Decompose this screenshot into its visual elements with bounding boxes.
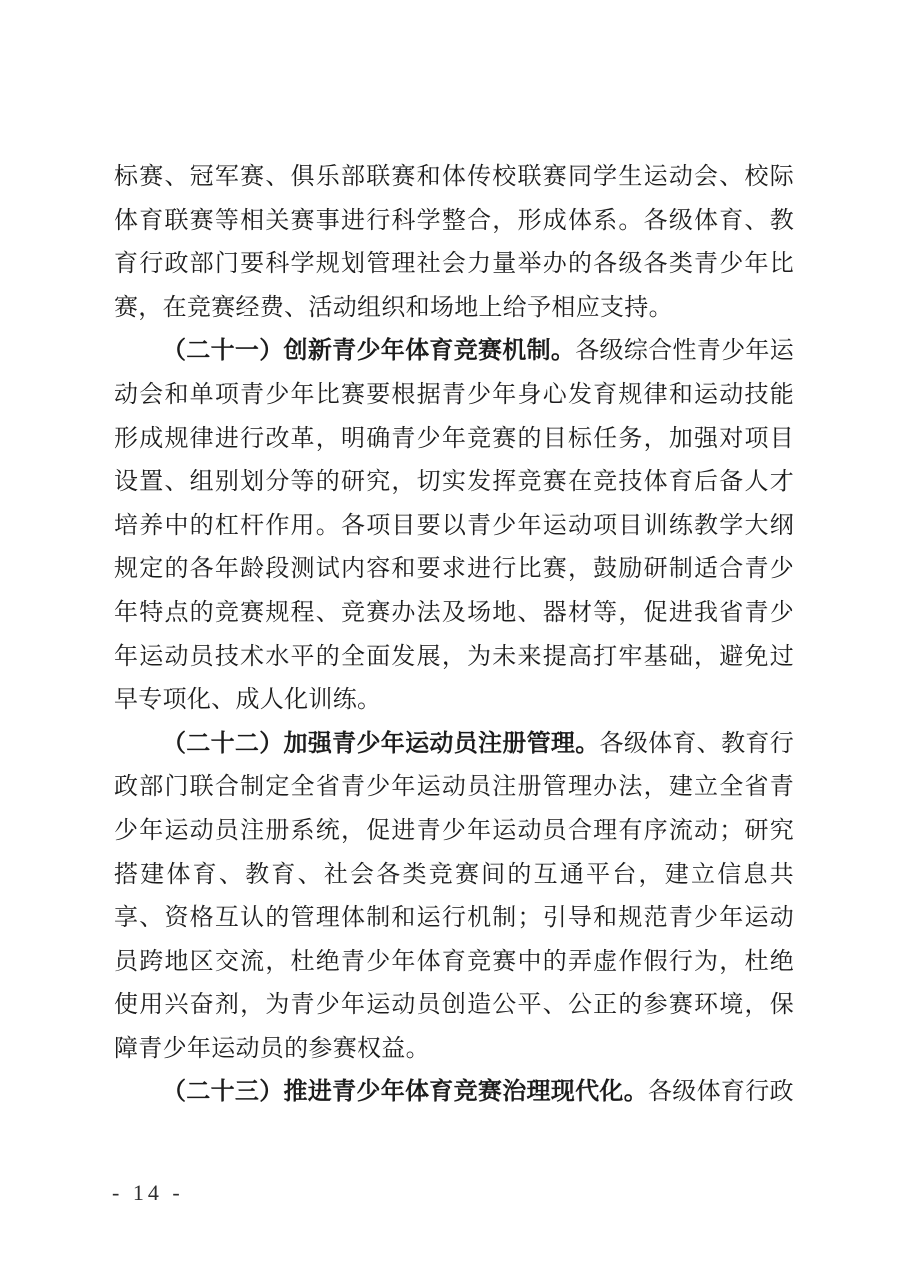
paragraph: [114, 156, 794, 330]
paragraph-text: 各级综合性青少年运动会和单项青少年比赛要根据青少年身心发育规律和运动技能形成规律进行改革，明确青少年竞赛的目标任务，加强对项目设置、组别划分等的研究，切实发挥竞赛在竞技体育后备人才培养中的杠杆作用。各项目要以青少年运动项目训练教学大纲规定的各年龄段测试内容和要求进行比赛，鼓励研制适合青少年特点的竞赛规程、竞赛办法及场地、器材等，促进我省青少年运动员技术水平的全面发展，为未来提高打牢基础，避免过早专项化、成人化训练。: [114, 338, 794, 714]
paragraph-heading: （二十三）推进青少年体育竞赛治理现代化。: [162, 1079, 648, 1106]
paragraph: [114, 330, 794, 722]
paragraph-heading: （二十二）加强青少年运动员注册管理。: [162, 730, 600, 757]
paragraph-text: 各级体育、教育行政部门联合制定全省青少年运动员注册管理办法，建立全省青少年运动员注册系统，促进青少年运动员合理有序流动；研究搭建体育、教育、社会各类竞赛间的互通平台，建立信息共享、资格互认的管理体制和运行机制；引导和规范青少年运动员跨地区交流，杜绝青少年体育竞赛中的弄虚作假行为，杜绝使用兴奋剂，为青少年运动员创造公平、公正的参赛环境，保障青少年运动员的参赛权益。: [114, 730, 794, 1062]
paragraph-text: 标赛、冠军赛、俱乐部联赛和体传校联赛同学生运动会、校际体育联赛等相关赛事进行科学整合，形成体系。各级体育、教育行政部门要科学规划管理社会力量举办的各级各类青少年比赛，在竞赛经费、活动组织和场地上给予相应支持。: [114, 164, 794, 321]
paragraph: [114, 1071, 794, 1115]
paragraph-heading: （二十一）创新青少年体育竞赛机制。: [162, 338, 576, 365]
paragraph: [114, 723, 794, 1072]
paragraph-text: 各级体育行政: [648, 1079, 794, 1106]
page-number: - 14 -: [112, 1180, 184, 1205]
document-body: [114, 156, 794, 1115]
